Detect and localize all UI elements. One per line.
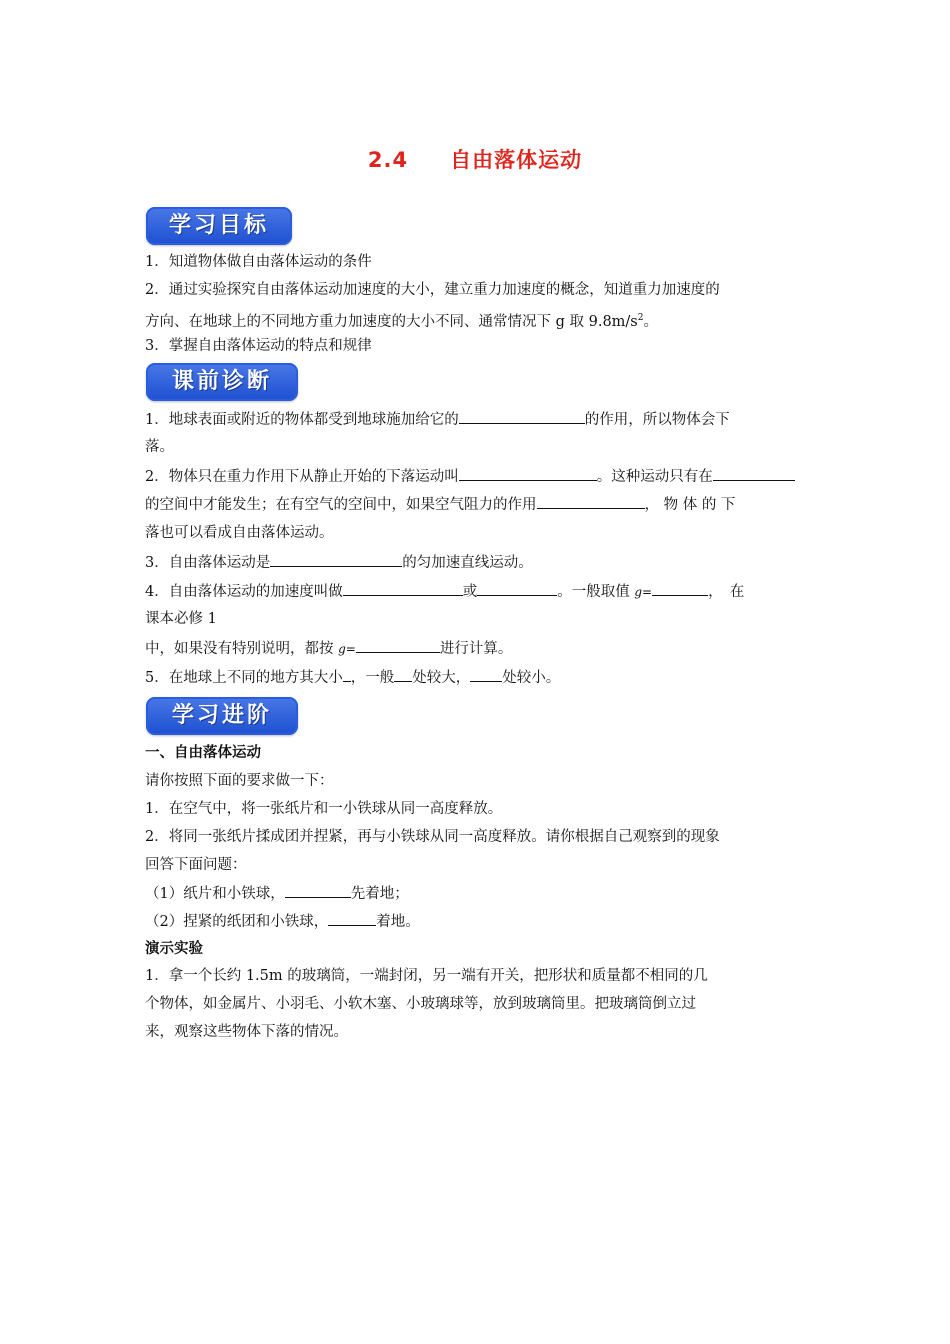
goal-2-cont — [145, 308, 658, 332]
fill-blank[interactable] — [394, 667, 412, 682]
g-symbol: g — [338, 642, 346, 656]
q4-text-c: 。一般取值 — [557, 584, 630, 600]
fill-blank[interactable] — [356, 638, 440, 653]
banner-learning-advance: 学习进阶 — [146, 697, 298, 735]
fill-blank[interactable] — [343, 581, 463, 596]
demo-line-3: 来，观察这些物体下落的情况。 — [145, 1024, 348, 1040]
diag-q2-cont — [145, 494, 735, 515]
aq2-text-b: 着地。 — [376, 914, 420, 930]
adv-intro: 请你按照下面的要求做一下： — [145, 773, 334, 789]
q5-text-d: 处较小。 — [502, 670, 561, 686]
demo-line-1: 1．拿一个长约 1.5m 的玻璃筒，一端封闭，另一端有开关，把形状和质量都不相同的几 — [145, 968, 708, 984]
goal-2: 2．通过实验探究自由落体运动加速度的大小，建立重力加速度的概念，知道重力加速度的 — [145, 282, 720, 298]
diag-q1 — [145, 409, 730, 430]
q5-text-b: ，一般 — [350, 670, 395, 686]
section-heading-demo: 演示实验 — [145, 941, 203, 957]
page-title — [0, 144, 950, 174]
q4-text-f: 中，如果没有特别说明，都按 — [145, 641, 334, 657]
q1-text-a: 1．地球表面或附近的物体都受到地球施加给它的 — [145, 412, 459, 428]
q2-text-a: 2．物体只在重力作用下从静止开始的下落运动叫 — [145, 469, 459, 485]
diag-q4-end — [145, 638, 512, 659]
goal-2-end: 。 — [643, 313, 658, 330]
diag-q1-cont: 落。 — [145, 439, 174, 455]
q4-text-a: 4．自由落体运动的加速度叫做 — [145, 584, 343, 600]
q2-text-d: ， 物 体 的 下 — [644, 497, 736, 513]
goal-3: 3．掌握自由落体运动的特点和规律 — [145, 338, 372, 354]
equals-sign: = — [345, 642, 356, 656]
q2-text-c: 的空间中才能发生；在有空气的空间中，如果空气阻力的作用 — [145, 497, 537, 513]
q5-text-c: 处较大， — [412, 670, 471, 686]
fill-blank[interactable] — [537, 494, 645, 509]
q3-text-a: 3．自由落体运动是 — [145, 555, 271, 571]
q4-text-d: ， 在 — [708, 584, 745, 600]
fill-blank[interactable] — [477, 581, 557, 596]
g-symbol: g — [634, 585, 643, 599]
fill-blank[interactable] — [459, 466, 597, 481]
banner-learning-goals: 学习目标 — [146, 207, 292, 245]
aq1-text-b: 先着地； — [350, 886, 409, 902]
adv-question-2 — [145, 911, 420, 932]
adv-step-2-cont: 回答下面问题： — [145, 857, 247, 873]
q4-text-h: 进行计算。 — [439, 641, 513, 657]
q2-text-b: 。这种运动只有在 — [596, 469, 713, 485]
section-heading-free-fall: 一、自由落体运动 — [145, 745, 261, 761]
section-number: 2.4 — [367, 148, 409, 172]
banner-pre-class-diagnosis: 课前诊断 — [146, 363, 298, 401]
fill-blank[interactable] — [652, 581, 708, 596]
aq2-text-a: （2）捏紧的纸团和小铁球， — [145, 914, 329, 930]
fill-blank[interactable] — [343, 667, 351, 682]
adv-step-1: 1．在空气中，将一张纸片和一小铁球从同一高度释放。 — [145, 801, 503, 817]
fill-blank[interactable] — [285, 883, 351, 898]
q1-text-b: 的作用，所以物体会下 — [584, 412, 730, 428]
fill-blank[interactable] — [713, 466, 795, 481]
adv-step-2: 2．将同一张纸片揉成团并捏紧，再与小铁球从同一高度释放。请你根据自己观察到的现象 — [145, 829, 720, 845]
aq1-text-a: （1）纸片和小铁球， — [145, 886, 285, 902]
goal-2-cont-text: 方向、在地球上的不同地方重力加速度的大小不同、通常情况下 g 取 9.8m/s — [145, 313, 638, 330]
diag-q5 — [145, 667, 560, 688]
demo-line-2: 个物体，如金属片、小羽毛、小软木塞、小玻璃球等，放到玻璃筒里。把玻璃筒倒立过 — [145, 996, 696, 1012]
fill-blank[interactable] — [270, 552, 402, 567]
diag-q2 — [145, 466, 795, 487]
diag-q4 — [145, 581, 744, 602]
q3-text-b: 的匀加速直线运动。 — [402, 555, 533, 571]
q5-text-a: 5．在地球上不同的地方其大小 — [145, 670, 343, 686]
equals-sign: = — [642, 585, 653, 599]
fill-blank[interactable] — [459, 409, 585, 424]
diag-q2-end: 落也可以看成自由落体运动。 — [145, 525, 334, 541]
diag-q4-cont: 课本必修 1 — [145, 611, 217, 627]
goal-1: 1．知道物体做自由落体运动的条件 — [145, 254, 372, 270]
fill-blank[interactable] — [328, 911, 376, 926]
exponent: 2 — [637, 313, 644, 323]
title-text: 自由落体运动 — [450, 148, 583, 172]
q4-text-b: 或 — [462, 584, 478, 600]
fill-blank[interactable] — [470, 667, 502, 682]
diag-q3 — [145, 552, 533, 573]
adv-question-1 — [145, 883, 409, 904]
